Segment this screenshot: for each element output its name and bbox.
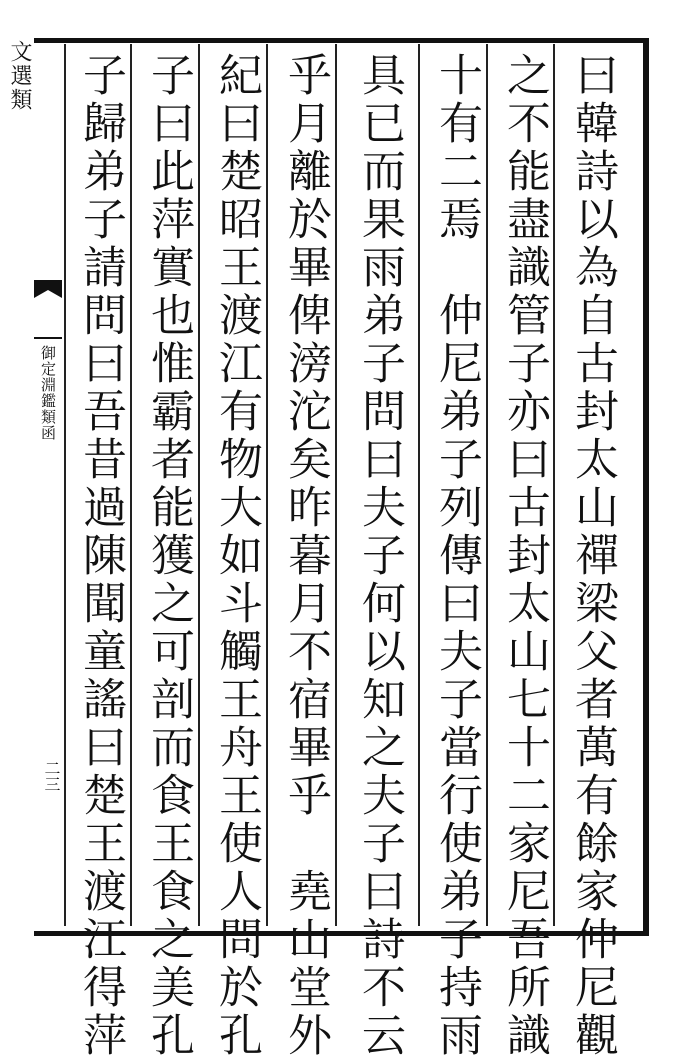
text-column-5 — [275, 44, 336, 1060]
column-text: 之不能盡識管子亦曰古封太山七十二家尼吾所識 — [499, 52, 550, 1060]
column-rule — [64, 44, 66, 926]
column-text: 子曰此萍實也惟霸者能獲之可剖而食王食之美孔 — [143, 52, 194, 1060]
text-column-1 — [562, 44, 623, 1060]
text-column-4 — [349, 44, 410, 1060]
text-column-3 — [426, 44, 487, 1060]
column-text: 曰韓詩以為自古封太山禪梁父者萬有餘家仲尼觀 — [567, 52, 618, 1060]
column-text: 具已而果雨弟子問曰夫子何以知之夫子曰詩不云 — [354, 52, 405, 1060]
column-text: 十有二焉 仲尼弟子列傳曰夫子當行使弟子持雨 — [431, 52, 482, 1060]
margin-strip — [34, 44, 64, 926]
column-text: 乎月離於畢俾滂沱矣昨暮月不宿畢乎 堯山堂外 — [280, 52, 331, 1060]
column-text: 紀曰楚昭王渡江有物大如斗觸王舟王使人問於孔 — [211, 52, 262, 1060]
text-column-7 — [138, 44, 199, 1060]
page-number: 二三 — [42, 760, 61, 792]
column-rule — [418, 44, 420, 926]
text-column-6 — [206, 44, 267, 1060]
column-text: 子歸弟子請問曰吾昔過陳聞童謠曰楚王渡江得萍 — [75, 52, 126, 1060]
margin-subtitle: 御定淵鑑類函 — [39, 345, 57, 441]
text-column-2 — [494, 44, 555, 1060]
margin-title: 文選類 — [7, 40, 32, 112]
text-column-8 — [70, 44, 131, 1060]
fishtail-mark-icon — [34, 280, 62, 340]
